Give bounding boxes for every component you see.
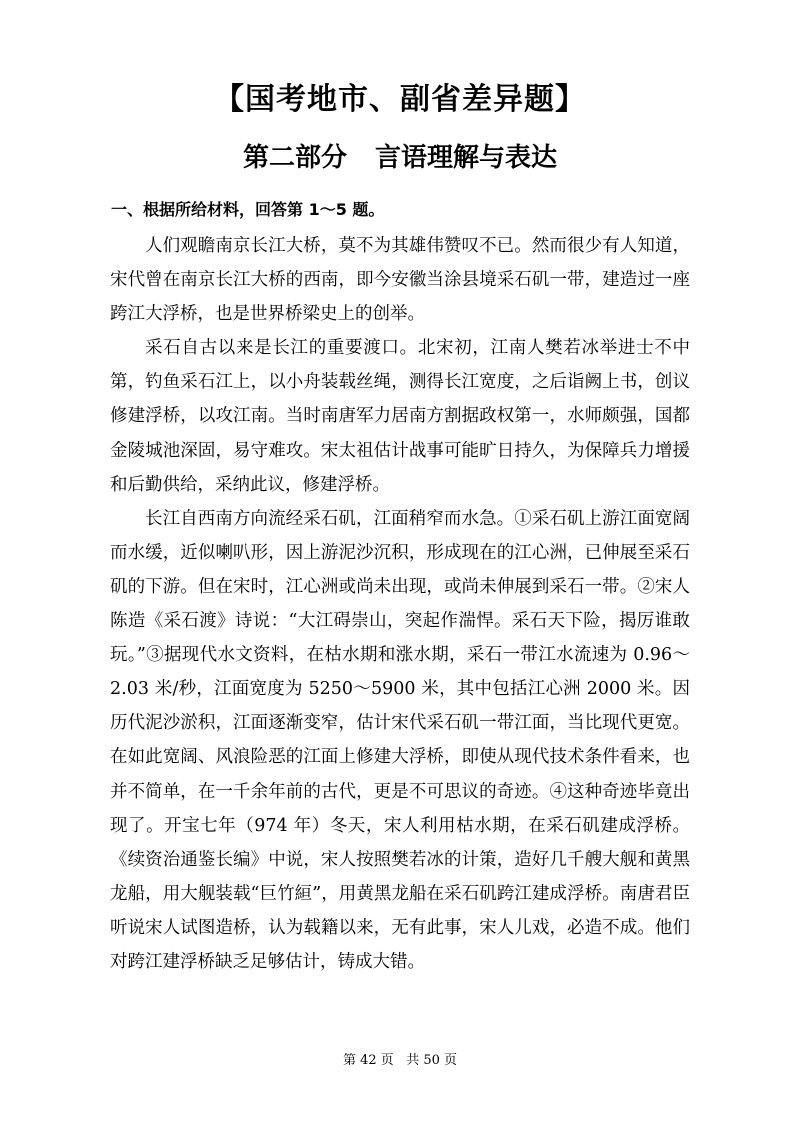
page-total: 共 50 页 <box>406 1053 458 1068</box>
section-name: 言语理解与表达 <box>375 143 558 173</box>
page-footer <box>0 1052 800 1070</box>
paragraph-3: 长江自西南方向流经采石矶，江面稍窄而水急。①采石矶上游江面宽阔而水缓，近似喇叭形，因上游泥沙沉积，形成现在的江心洲，已伸展至采石矶的下游。但在宋时，江心洲或尚未出现，或尚未伸展到采石一带。②宋人陈造《采石渡》诗说：“大江碍崇山，突起作湍悍。采石天下险，揭厉谁敢玩。”③据现代水文资料，在枯水期和涨水期，采石一带江水流速为 0.96～2.03 米/秒，江面宽度为 5250～5900 米，其中包括江心洲 2000 米。因历代泥沙淤积，江面逐渐变窄，估计宋代采石矶一带江面，当比现代更宽。在如此宽阔、风浪险恶的江面上修建大浮桥，即使从现代技术条件看来，也并不简单，在一千余年前的古代，更是不可思议的奇迹。④这种奇迹毕竟出现了。开宝七年（974 年）冬天，宋人利用枯水期，在采石矶建成浮桥。《续资治通鉴长编》中说，宋人按照樊若冰的计策，造好几千艘大舰和黄黑龙船，用大舰装载“巨竹絙”，用黄黑龙船在采石矶跨江建成浮桥。南唐君臣听说宋人试图造桥，认为载籍以来，无有此事，宋人儿戏，必造不成。他们对跨江建浮桥缺乏足够估计，铸成大错。 <box>110 508 690 972</box>
page-number: 第 42 页 <box>342 1053 394 1068</box>
section-part: 第二部分 <box>242 143 347 173</box>
main-title: 【国考地市、副省差异题】 <box>214 82 586 117</box>
passage <box>110 229 690 979</box>
paragraph-1: 人们观瞻南京长江大桥，莫不为其雄伟赞叹不已。然而很少有人知道，宋代曾在南京长江大桥的西南，即今安徽当涂县境采石矶一带，建造过一座跨江大浮桥，也是世界桥梁史上的创举。 <box>110 236 690 325</box>
section-title <box>0 138 800 178</box>
paragraph-2: 采石自古以来是长江的重要渡口。北宋初，江南人樊若冰举进士不中第，钓鱼采石江上，以小舟装载丝绳，测得长江宽度，之后诣阙上书，创议修建浮桥，以攻江南。当时南唐军力居南方割据政权第一，水师颇强，国都金陵城池深固，易守难攻。宋太祖估计战事可能旷日持久，为保障兵力增援和后勤供给，采纳此议，修建浮桥。 <box>110 338 690 495</box>
question-intro: 一、根据所给材料，回答第 1～5 题。 <box>111 200 385 219</box>
